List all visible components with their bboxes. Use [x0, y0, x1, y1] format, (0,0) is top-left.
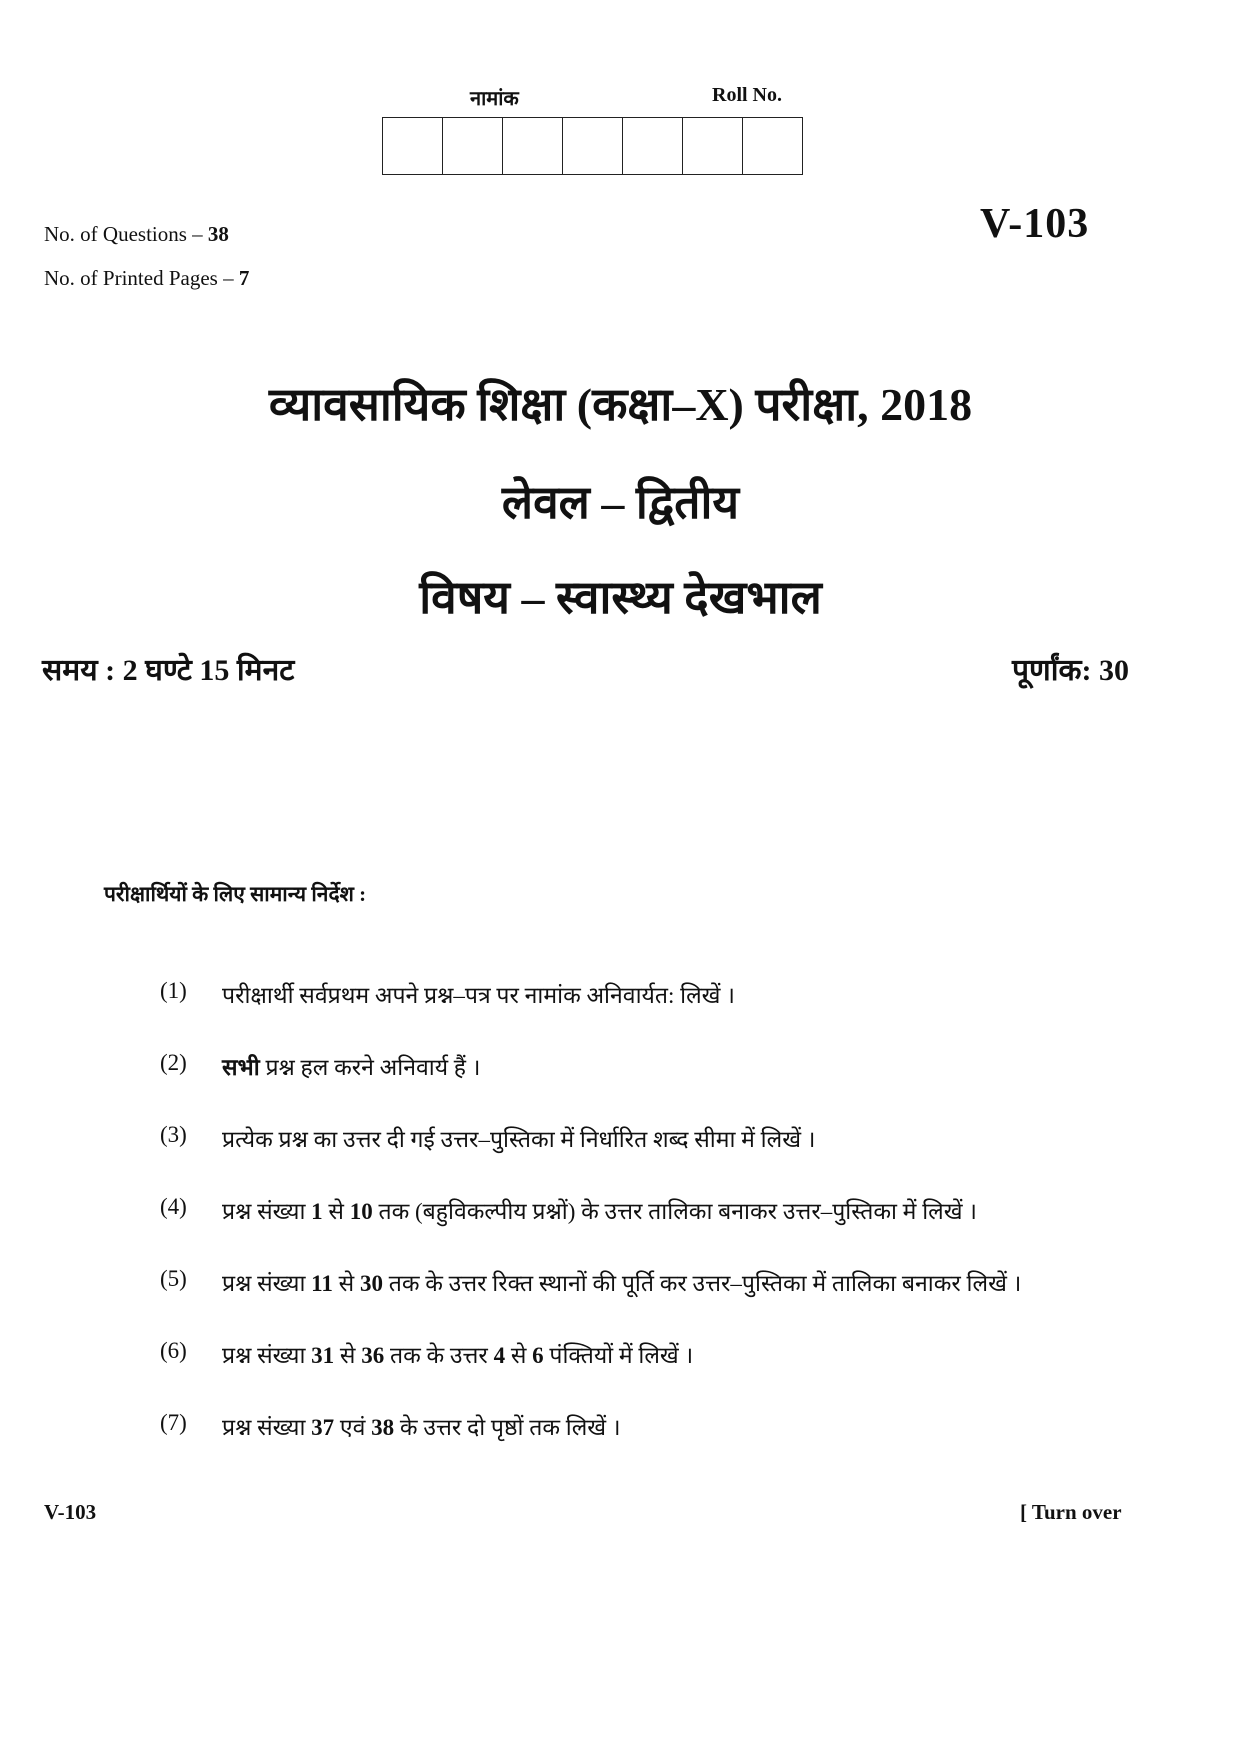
- pages-value: 7: [238, 266, 250, 290]
- instruction-text: परीक्षार्थी सर्वप्रथम अपने प्रश्न–पत्र पर नामांक अनिवार्यत: लिखें ।: [222, 983, 735, 1008]
- level-title: लेवल – द्वितीय: [501, 477, 740, 528]
- instruction-item-4: [160, 1194, 977, 1226]
- marks-value: 30: [1099, 654, 1130, 687]
- footer-paper-code: V-103: [44, 1500, 97, 1524]
- instruction-text: प्रश्न संख्या 11 से 30 तक के उत्तर रिक्त स्थानों की पूर्ति कर उत्तर–पुस्तिका में तालिका बनाकर लिखें ।: [222, 1271, 1022, 1296]
- maximum-marks: [1012, 648, 1129, 689]
- time-allowed: [42, 648, 294, 689]
- questions-count: [44, 222, 229, 247]
- roll-label-english: Roll No.: [712, 84, 782, 106]
- paper-code: V-103: [980, 201, 1090, 247]
- instructions-heading: परीक्षार्थियों के लिए सामान्य निर्देश :: [104, 882, 367, 906]
- instruction-item-1: [160, 978, 735, 1010]
- instruction-number: (1): [160, 978, 187, 1003]
- marks-label: पूर्णांक:: [1012, 654, 1092, 687]
- questions-label: No. of Questions –: [44, 222, 203, 246]
- instruction-item-5: [160, 1266, 1021, 1298]
- exam-title: व्यावसायिक शिक्षा (कक्षा–X) परीक्षा, 2018: [268, 379, 973, 430]
- roll-number-box[interactable]: [623, 117, 683, 175]
- instruction-number: (7): [160, 1410, 187, 1435]
- turn-over-note: [ Turn over: [1020, 1500, 1122, 1524]
- roll-number-box[interactable]: [563, 117, 623, 175]
- instruction-number: (6): [160, 1338, 187, 1363]
- instruction-text: प्रश्न हल करने अनिवार्य हैं ।: [259, 1055, 481, 1080]
- time-value: 2 घण्टे 15 मिनट: [122, 654, 295, 687]
- instruction-number: (2): [160, 1050, 187, 1075]
- roll-label-hindi: नामांक: [470, 88, 519, 110]
- roll-number-box[interactable]: [743, 117, 803, 175]
- instruction-number: (4): [160, 1194, 187, 1219]
- roll-number-box[interactable]: [503, 117, 563, 175]
- time-label: समय :: [42, 654, 116, 687]
- instruction-bold: सभी: [222, 1055, 260, 1080]
- roll-number-box[interactable]: [383, 117, 443, 175]
- roll-number-box[interactable]: [443, 117, 503, 175]
- instruction-number: (3): [160, 1122, 187, 1147]
- instruction-number: (5): [160, 1266, 187, 1291]
- printed-pages-count: [44, 266, 249, 291]
- questions-value: 38: [207, 222, 229, 246]
- instruction-item-3: [160, 1122, 816, 1154]
- instruction-text: प्रश्न संख्या 1 से 10 तक (बहुविकल्पीय प्रश्नों) के उत्तर तालिका बनाकर उत्तर–पुस्तिका में लिखें ।: [222, 1199, 978, 1224]
- instruction-text: प्रत्येक प्रश्न का उत्तर दी गई उत्तर–पुस्तिका में निर्धारित शब्द सीमा में लिखें ।: [222, 1127, 816, 1152]
- pages-label: No. of Printed Pages –: [44, 266, 234, 290]
- subject-title: विषय – स्वास्थ्य देखभाल: [419, 572, 822, 623]
- instruction-item-6: [160, 1338, 693, 1370]
- instruction-text: प्रश्न संख्या 31 से 36 तक के उत्तर 4 से 6 पंक्तियों में लिखें ।: [222, 1343, 694, 1368]
- instruction-item-2: [160, 1050, 481, 1082]
- instruction-item-7: [160, 1410, 621, 1442]
- roll-number-boxes: [382, 117, 803, 175]
- roll-number-box[interactable]: [683, 117, 743, 175]
- instruction-text: प्रश्न संख्या 37 एवं 38 के उत्तर दो पृष्ठों तक लिखें ।: [222, 1415, 621, 1440]
